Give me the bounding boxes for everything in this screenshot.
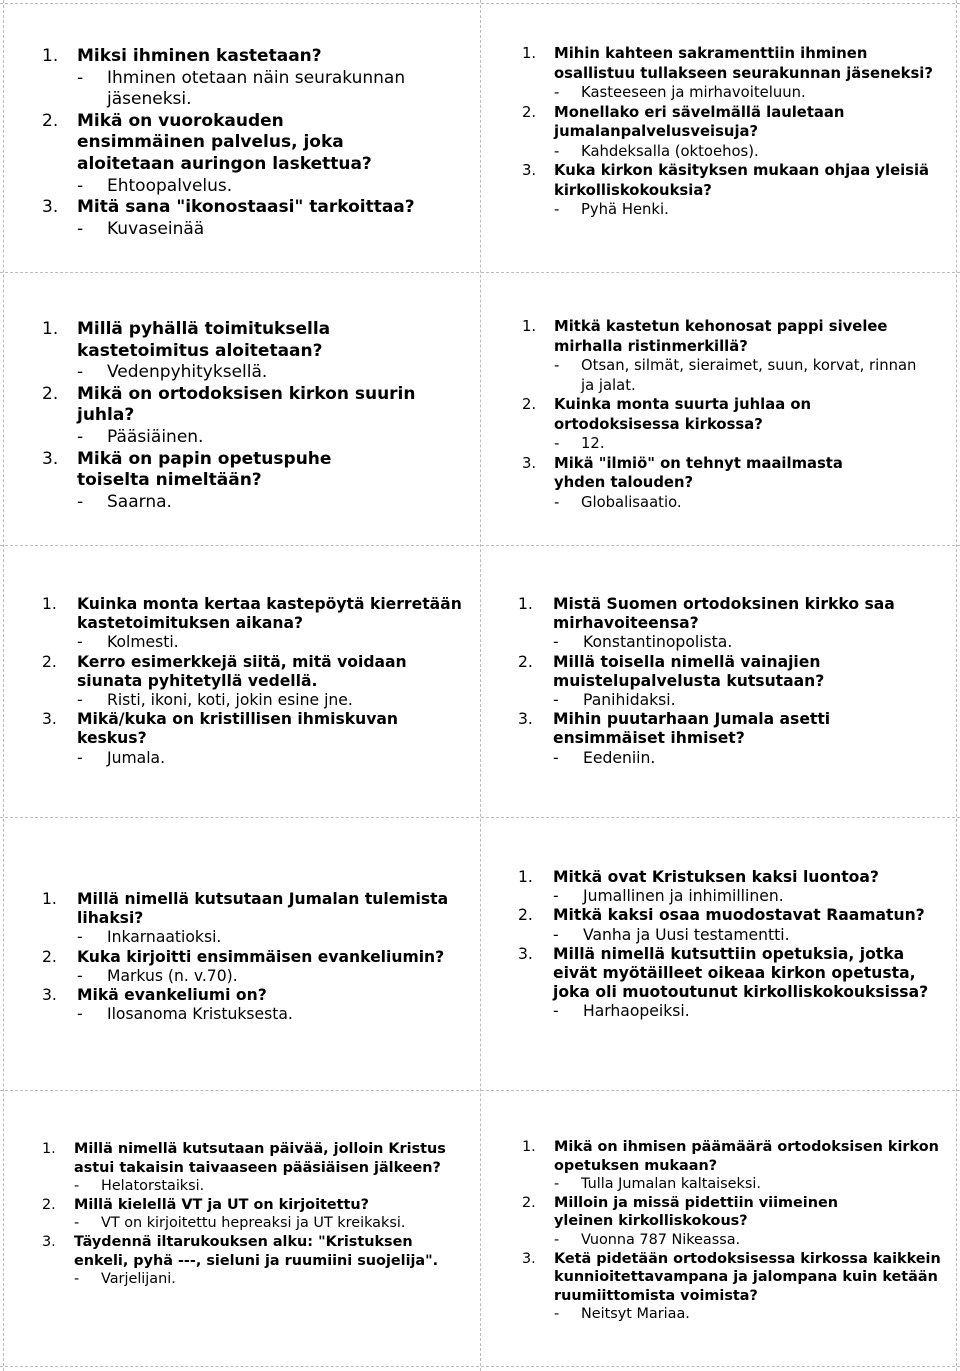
answer: - Kolmesti. <box>77 633 179 652</box>
cut-line-row-4 <box>0 1090 960 1091</box>
answer: - Ilosanoma Kristuksesta. <box>77 1005 293 1024</box>
answer: - Helatorstaiksi. <box>74 1178 205 1195</box>
answer: - Vuonna 787 Nikeassa. <box>554 1231 741 1248</box>
answer: - Kasteeseen ja mirhavoiteluun. <box>554 84 806 101</box>
question: 2. Mikä on ortodoksisen kirkon suurin juhla? <box>42 383 416 426</box>
question: 3. Ketä pidetään ortodoksisessa kirkossa kaikkein kunnioitettavampana ja jalompana kuin ketään ruumiittomista voimista? <box>522 1250 941 1304</box>
answer: - Vedenpyhityksellä. <box>77 362 268 383</box>
question: 1. Kuinka monta kertaa kastepöytä kierretään kastetoimituksen aikana? <box>42 595 462 633</box>
cut-line-row-1 <box>0 272 960 273</box>
answer: - 12. <box>554 435 605 452</box>
answer: - Tulla Jumalan kaltaiseksi. <box>554 1176 761 1193</box>
question-card-7 <box>42 890 472 1024</box>
answer: - Eedeniin. <box>553 748 656 767</box>
answer: - Kahdeksalla (oktoehos). <box>554 142 759 160</box>
answer: - Saarna. <box>77 491 172 512</box>
answer: - Varjelijani. <box>74 1271 176 1288</box>
question: 1. Mitkä kastetun kehonosat pappi sivelee mirhalla ristinmerkillä? <box>522 318 888 355</box>
answer: - Jumala. <box>77 748 166 767</box>
question: 3. Kuka kirkon käsityksen mukaan ohjaa yleisiä kirkolliskokouksia? <box>522 162 930 199</box>
cut-line-top <box>0 3 960 4</box>
question-card-5 <box>42 595 472 768</box>
answer: - Konstantinopolista. <box>553 633 733 652</box>
answer: - Pyhä Henki. <box>554 201 669 218</box>
answer: - Panihidaksi. <box>553 691 676 710</box>
question: 3. Mikä "ilmiö" on tehnyt maailmasta yhden talouden? <box>522 454 843 491</box>
question: 3. Mikä/kuka on kristillisen ihmiskuvan keskus? <box>42 710 398 748</box>
question-card-2 <box>522 44 947 220</box>
cut-line-left <box>3 0 4 1371</box>
question: 2. Kuka kirjoitti ensimmäisen evankeliumin? <box>42 947 445 966</box>
question: 2. Kuinka monta suurta juhlaa on ortodoksisessa kirkossa? <box>522 396 812 433</box>
question: 1. Mistä Suomen ortodoksinen kirkko saa mirhavoiteensa? <box>518 595 895 633</box>
question: 1. Millä pyhällä toimituksella kastetoimitus aloitetaan? <box>42 319 331 361</box>
question: 1. Mitkä ovat Kristuksen kaksi luontoa? <box>518 868 879 886</box>
question: 3. Mikä on papin opetuspuhe toiselta nimeltään? <box>42 448 332 491</box>
answer: - Markus (n. v.70). <box>77 966 238 985</box>
question: 2. Millä kielellä VT ja UT on kirjoitettu? <box>42 1196 369 1213</box>
cut-line-row-2 <box>0 545 960 546</box>
question: 1. Mikä on ihmisen päämäärä ortodoksisen kirkon opetuksen mukaan? <box>522 1139 939 1174</box>
question: 2. Mikä on vuorokauden ensimmäinen palvelus, joka aloitetaan auringon laskettua? <box>42 110 372 174</box>
question: 3. Mitä sana "ikonostaasi" tarkoittaa? <box>42 197 415 218</box>
question: 2. Millä toisella nimellä vainajien muistelupalvelusta kutsutaan? <box>518 652 825 690</box>
cut-line-center <box>480 0 481 1371</box>
question: 2. Mitkä kaksi osaa muodostavat Raamatun? <box>518 906 925 925</box>
answer: - Ehtoopalvelus. <box>77 175 233 196</box>
answer: - Jumallinen ja inhimillinen. <box>553 887 784 906</box>
question-card-4 <box>522 317 947 512</box>
question: 3. Millä nimellä kutsuttiin opetuksia, jotka eivät myötäilleet oikeaa kirkon opetusta, joka oli muotoutunut kirkolliskokouksissa? <box>518 944 929 1002</box>
answer: - Inkarnaatioksi. <box>77 928 222 947</box>
question: 1. Millä nimellä kutsutaan päivää, jolloin Kristus astui takaisin taivaaseen pääsiäisen jälkeen? <box>42 1141 446 1176</box>
question-card-9 <box>42 1140 457 1289</box>
answer: - Ihminen otetaan näin seurakunnan jäseneksi. <box>77 67 406 110</box>
question: 3. Mikä evankeliumi on? <box>42 986 267 1005</box>
question: 1. Millä nimellä kutsutaan Jumalan tulemista lihaksi? <box>42 890 449 928</box>
question: 1. Miksi ihminen kastetaan? <box>42 46 322 66</box>
answer: - Harhaopeiksi. <box>553 1002 690 1021</box>
question-card-10 <box>522 1138 947 1324</box>
question: 3. Mihin puutarhaan Jumala asetti ensimmäiset ihmiset? <box>518 710 831 748</box>
question: 2. Monellako eri sävelmällä lauletaan jumalanpalvelusveisuja? <box>522 103 845 140</box>
cut-line-right <box>956 0 957 1371</box>
question: 2. Milloin ja missä pidettiin viimeinen yleinen kirkolliskokous? <box>522 1194 838 1230</box>
answer: - Otsan, silmät, sieraimet, suun, korvat, rinnan ja jalat. <box>554 357 917 394</box>
question: 3. Täydennä iltarukouksen alku: "Kristuksen enkeli, pyhä ---, sieluni ja ruumiini suojelija". <box>42 1233 439 1269</box>
answer: - Neitsyt Mariaa. <box>554 1306 690 1323</box>
answer: - Vanha ja Uusi testamentti. <box>553 925 790 944</box>
answer: - Risti, ikoni, koti, jokin esine jne. <box>77 691 353 710</box>
question-card-3 <box>42 319 457 513</box>
answer: - Kuvaseinää <box>77 218 205 239</box>
question: 2. Kerro esimerkkejä siitä, mitä voidaan siunata pyhitetyllä vedellä. <box>42 652 407 690</box>
question: 1. Mihin kahteen sakramenttiin ihminen osallistuu tullakseen seurakunnan jäseneksi? <box>522 45 933 82</box>
question-card-8 <box>518 868 953 1022</box>
cut-line-row-3 <box>0 817 960 818</box>
question-card-6 <box>518 595 948 768</box>
question-card-1 <box>42 46 457 240</box>
cut-line-bottom <box>0 1366 960 1367</box>
answer: - VT on kirjoitettu hepreaksi ja UT kreikaksi. <box>74 1215 406 1232</box>
answer: - Pääsiäinen. <box>77 426 204 447</box>
answer: - Globalisaatio. <box>554 493 682 511</box>
